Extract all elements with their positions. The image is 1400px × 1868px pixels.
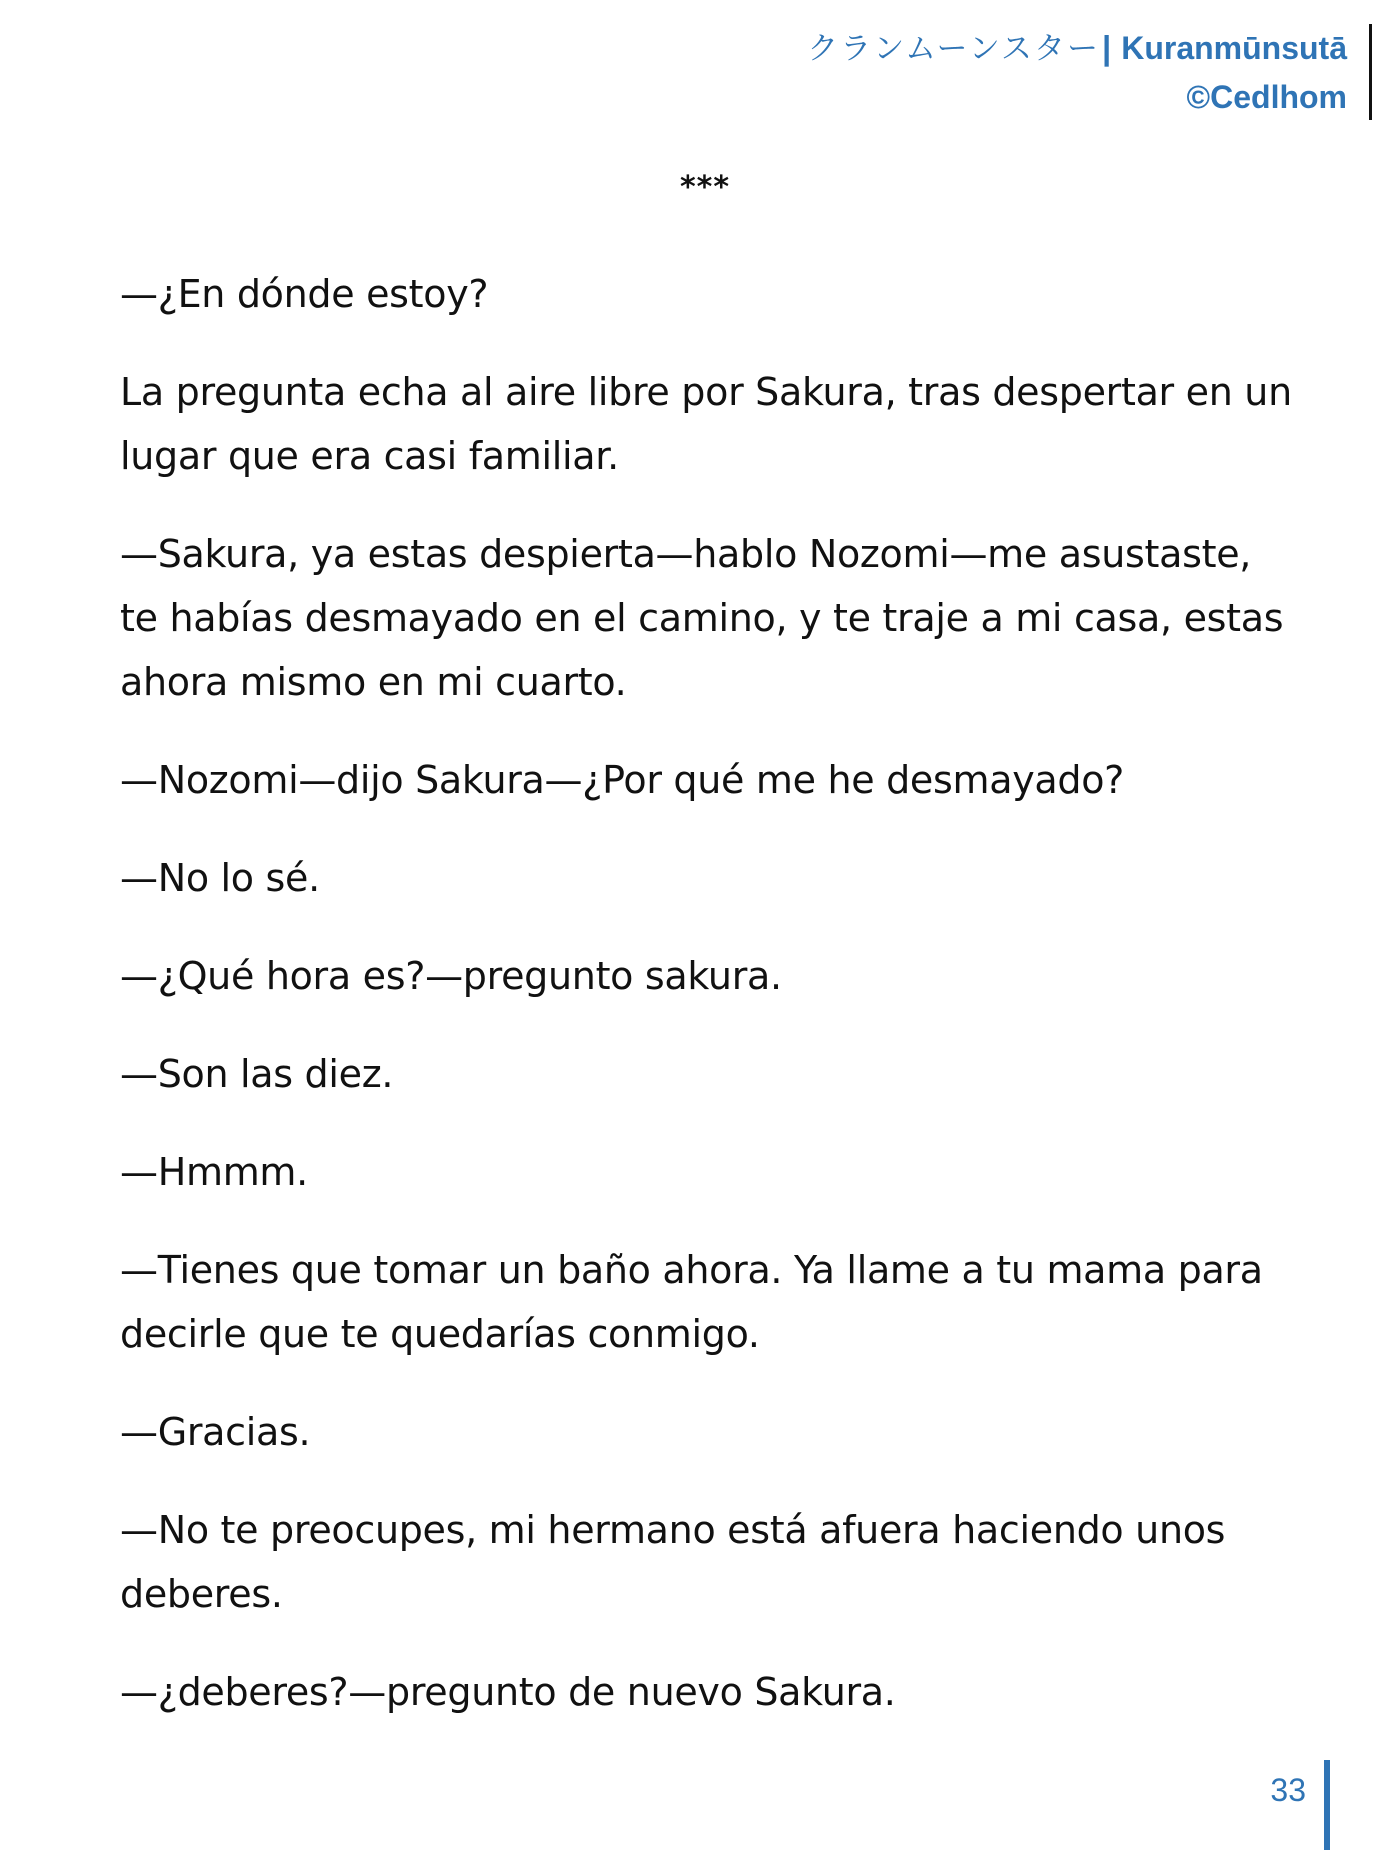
paragraph: —Nozomi—dijo Sakura—¿Por qué me he desmayado? [120, 758, 1125, 802]
header-separator: | [1101, 29, 1112, 66]
paragraph: —¿deberes?—pregunto de nuevo Sakura. [120, 1670, 896, 1714]
body-text [120, 262, 1300, 1758]
paragraph: —No lo sé. [120, 856, 320, 900]
paragraph: La pregunta echa al aire libre por Sakura, tras despertar en un lugar que era casi familiar. [120, 370, 1292, 478]
header-title-line [447, 24, 1347, 73]
paragraph: —Sakura, ya estas despierta—hablo Nozomi—me asustaste, te habías desmayado en el camino, y te traje a mi casa, estas ahora mismo en mi cuarto. [120, 532, 1284, 704]
header-copyright: ©Cedlhom [1186, 79, 1347, 115]
header-romanized-title: Kuranmūnsutā [1121, 30, 1347, 66]
paragraph: —Hmmm. [120, 1150, 308, 1194]
paragraph: —¿En dónde estoy? [120, 272, 489, 316]
paragraph: —Son las diez. [120, 1052, 394, 1096]
header-japanese-title: クランムーンスター [807, 31, 1100, 67]
paragraph: —Tienes que tomar un baño ahora. Ya llame a tu mama para decirle que te quedarías conmigo. [120, 1248, 1263, 1356]
page-number: 33 [1186, 1760, 1330, 1850]
paragraph: —Gracias. [120, 1410, 311, 1454]
scene-separator: *** [679, 170, 731, 205]
paragraph: —No te preocupes, mi hermano está afuera haciendo unos deberes. [120, 1508, 1226, 1616]
page-header [447, 24, 1372, 120]
paragraph: —¿Qué hora es?—pregunto sakura. [120, 954, 782, 998]
